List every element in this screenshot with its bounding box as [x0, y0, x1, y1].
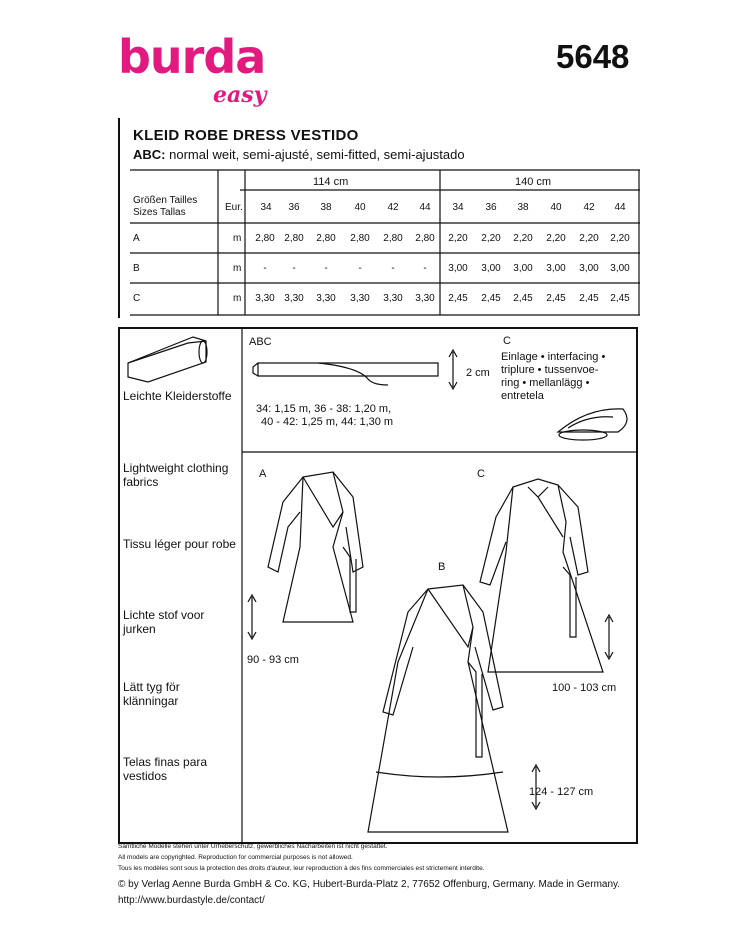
copyright-note-en: All models are copyrighted. Reproduction for commercial purposes is not allowed.	[118, 854, 353, 861]
tie-length-2: 40 - 42: 1,25 m, 44: 1,30 m	[261, 416, 394, 428]
publisher-line: © by Verlag Aenne Burda GmbH & Co. KG, Hubert-Burda-Platz 2, 77652 Offenburg, Germany. Made in Germany.	[118, 879, 621, 890]
yardage-cell: 2,45	[448, 293, 468, 304]
yardage-cell: 2,80	[255, 233, 275, 244]
yardage-cell: 3,00	[546, 263, 566, 274]
yardage-cell: 2,20	[513, 233, 533, 244]
tie-length-1: 34: 1,15 m, 36 - 38: 1,20 m,	[256, 403, 392, 415]
yardage-cell: -	[423, 263, 427, 274]
yardage-cell: 2,45	[481, 293, 501, 304]
interfacing-line: entretela	[501, 390, 544, 402]
yardage-cell: 2,80	[316, 233, 336, 244]
yardage-cell: 2,20	[579, 233, 599, 244]
brand-logo-sub: easy	[213, 82, 267, 108]
fit-description	[133, 147, 465, 162]
size-cell: 44	[614, 202, 626, 213]
yardage-cell: 2,20	[448, 233, 468, 244]
copyright-note-de: Sämtliche Modelle stehen unter Urheberschutz, gewerbliches Nacharbeiten ist nicht gestattet.	[118, 843, 388, 850]
size-cell: 42	[387, 202, 399, 213]
view-b-length: 124 - 127 cm	[529, 786, 594, 798]
yardage-cell: 2,80	[383, 233, 403, 244]
view-a-length: 90 - 93 cm	[247, 654, 299, 666]
yardage-cell: 2,80	[415, 233, 435, 244]
yardage-cell: 3,00	[513, 263, 533, 274]
yardage-cell: 3,30	[284, 293, 304, 304]
row-unit: m	[233, 293, 242, 304]
row-unit: m	[233, 233, 242, 244]
yardage-cell: 3,30	[316, 293, 336, 304]
yardage-cell: 3,30	[415, 293, 435, 304]
yardage-cell: 2,45	[579, 293, 599, 304]
yardage-cell: -	[358, 263, 362, 274]
row-view-b: B	[133, 263, 140, 274]
fit-views: ABC:	[133, 147, 166, 162]
copyright-note-fr: Tous les modèles sont sous la protection des droits d'auteur, leur reproduction à des fins commerciales est strictement interdite.	[118, 865, 485, 872]
yardage-cell: 3,00	[481, 263, 501, 274]
yardage-cell: 3,30	[350, 293, 370, 304]
row-view-a: A	[133, 233, 140, 244]
size-cell: 40	[550, 202, 562, 213]
size-cell: 42	[583, 202, 595, 213]
brand-logo: burda	[118, 30, 266, 84]
yardage-cell: 3,00	[448, 263, 468, 274]
row-view-c: C	[133, 293, 141, 304]
yardage-cell: 2,80	[284, 233, 304, 244]
yardage-cell: 3,30	[383, 293, 403, 304]
fit-text: normal weit, semi-ajusté, semi-fitted, semi-ajustado	[165, 147, 465, 162]
width-140: 140 cm	[515, 176, 552, 188]
eur-label: Eur.	[225, 202, 243, 213]
row-unit: m	[233, 263, 242, 274]
fabric-en: Lightweight clothing fabrics	[123, 461, 229, 489]
page-title: KLEID ROBE DRESS VESTIDO	[133, 127, 359, 144]
interfacing-line: Einlage • interfacing •	[501, 351, 606, 363]
fabric-nl: Lichte stof voor jurken	[123, 608, 205, 636]
size-cell: 34	[260, 202, 272, 213]
pattern-number: 5648	[556, 38, 630, 75]
view-a-label: A	[259, 468, 267, 480]
yardage-cell: -	[263, 263, 267, 274]
size-cell: 34	[452, 202, 464, 213]
size-cell: 44	[419, 202, 431, 213]
tie-width: 2 cm	[466, 367, 490, 379]
view-c-length: 100 - 103 cm	[552, 682, 617, 694]
yardage-cell: 2,45	[513, 293, 533, 304]
yardage-cell: 2,45	[546, 293, 566, 304]
contact-link[interactable]: http://www.burdastyle.de/contact/	[118, 895, 265, 906]
fabric-fr: Tissu léger pour robe	[123, 537, 236, 551]
size-cell: 36	[288, 202, 300, 213]
size-cell: 38	[517, 202, 529, 213]
size-cell: 36	[485, 202, 497, 213]
yardage-cell: -	[324, 263, 328, 274]
fabric-es: Telas finas para vestidos	[123, 755, 208, 783]
fabric-sv: Lätt tyg för klänningar	[123, 680, 180, 708]
fabric-de: Leichte Kleiderstoffe	[123, 389, 232, 403]
width-114: 114 cm	[313, 176, 349, 188]
yardage-cell: 2,20	[481, 233, 501, 244]
interfacing-view: C	[503, 335, 511, 347]
interfacing-text	[501, 351, 605, 403]
yardage-cell: -	[292, 263, 296, 274]
yardage-cell: 3,30	[255, 293, 275, 304]
tie-views: ABC	[249, 336, 272, 348]
yardage-cell: 2,45	[610, 293, 630, 304]
yardage-cell: 2,80	[350, 233, 370, 244]
view-b-label: B	[438, 561, 446, 573]
size-cell: 40	[354, 202, 366, 213]
yardage-cell: 3,00	[610, 263, 630, 274]
size-label-2: Sizes Tallas	[133, 207, 186, 218]
interfacing-line: triplure • tussenvoe-	[501, 364, 599, 376]
yardage-cell: 2,20	[610, 233, 630, 244]
size-label-1: Größen Tailles	[133, 195, 198, 206]
yardage-cell: 3,00	[579, 263, 599, 274]
interfacing-line: ring • mellanlägg •	[501, 377, 590, 389]
size-cell: 38	[320, 202, 332, 213]
view-c-label: C	[477, 468, 485, 480]
yardage-cell: -	[391, 263, 395, 274]
yardage-cell: 2,20	[546, 233, 566, 244]
